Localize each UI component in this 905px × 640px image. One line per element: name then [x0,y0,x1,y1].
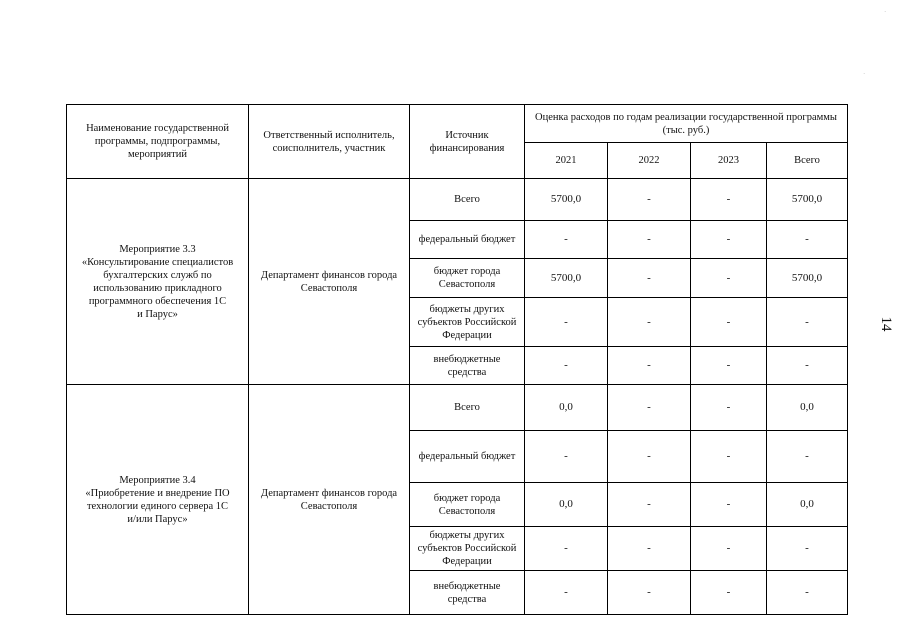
value-2022: - [608,221,691,259]
funding-source: внебюджетные средства [410,347,525,385]
scan-speck: · [863,70,866,78]
responsible-executor: Департамент финансов города Севастополя [249,179,410,385]
value-2022: - [608,347,691,385]
value-total: 5700,0 [767,179,848,221]
value-total: - [767,347,848,385]
value-total: 0,0 [767,385,848,431]
value-2022: - [608,483,691,527]
value-2021: 0,0 [525,483,608,527]
value-2023: - [691,385,767,431]
header-estimate: Оценка расходов по годам реализации государственной программы (тыс. руб.) [525,105,848,143]
header-name: Наименование государственной программы, подпрограммы, мероприятий [67,105,249,179]
value-2021: - [525,571,608,615]
value-2021: 5700,0 [525,179,608,221]
value-total: 5700,0 [767,259,848,298]
funding-source: внебюджетные средства [410,571,525,615]
scan-speck: · [884,8,887,16]
value-2021: - [525,527,608,571]
value-2023: - [691,347,767,385]
funding-source: бюджет города Севастополя [410,259,525,298]
value-total: - [767,571,848,615]
funding-source: Всего [410,179,525,221]
value-2021: - [525,298,608,347]
value-2023: - [691,179,767,221]
value-2021: - [525,221,608,259]
value-2021: 0,0 [525,385,608,431]
funding-source: Всего [410,385,525,431]
funding-source: федеральный бюджет [410,431,525,483]
value-total: - [767,527,848,571]
value-2022: - [608,385,691,431]
value-2023: - [691,221,767,259]
value-2021: - [525,347,608,385]
header-year-2022: 2022 [608,143,691,179]
value-total: - [767,431,848,483]
activity-name: Мероприятие 3.3 «Консультирование специалистов бухгалтерских служб по использованию прикладного программного обеспечения 1С и Парус» [67,179,249,385]
value-2022: - [608,259,691,298]
header-total: Всего [767,143,848,179]
value-2023: - [691,483,767,527]
value-2022: - [608,431,691,483]
funding-source: бюджет города Севастополя [410,483,525,527]
value-total: 0,0 [767,483,848,527]
value-2023: - [691,298,767,347]
value-2023: - [691,571,767,615]
funding-source: бюджеты других субъектов Российской Федерации [410,298,525,347]
value-2022: - [608,571,691,615]
value-2022: - [608,527,691,571]
value-2023: - [691,259,767,298]
table-body [67,105,848,615]
header-source: Источник финансирования [410,105,525,179]
header-responsible: Ответственный исполнитель, соисполнитель, участник [249,105,410,179]
funding-source: федеральный бюджет [410,221,525,259]
value-2022: - [608,179,691,221]
header-year-2023: 2023 [691,143,767,179]
page-number: 14 [878,316,894,332]
value-2021: - [525,431,608,483]
value-total: - [767,298,848,347]
funding-source: бюджеты других субъектов Российской Федерации [410,527,525,571]
value-2023: - [691,527,767,571]
header-year-2021: 2021 [525,143,608,179]
responsible-executor: Департамент финансов города Севастополя [249,385,410,615]
value-total: - [767,221,848,259]
value-2022: - [608,298,691,347]
table-row [67,385,848,431]
value-2021: 5700,0 [525,259,608,298]
budget-table [66,104,848,615]
table-row [67,179,848,221]
value-2023: - [691,431,767,483]
activity-name: Мероприятие 3.4 «Приобретение и внедрение ПО технологии единого сервера 1С и/или Парус» [67,385,249,615]
